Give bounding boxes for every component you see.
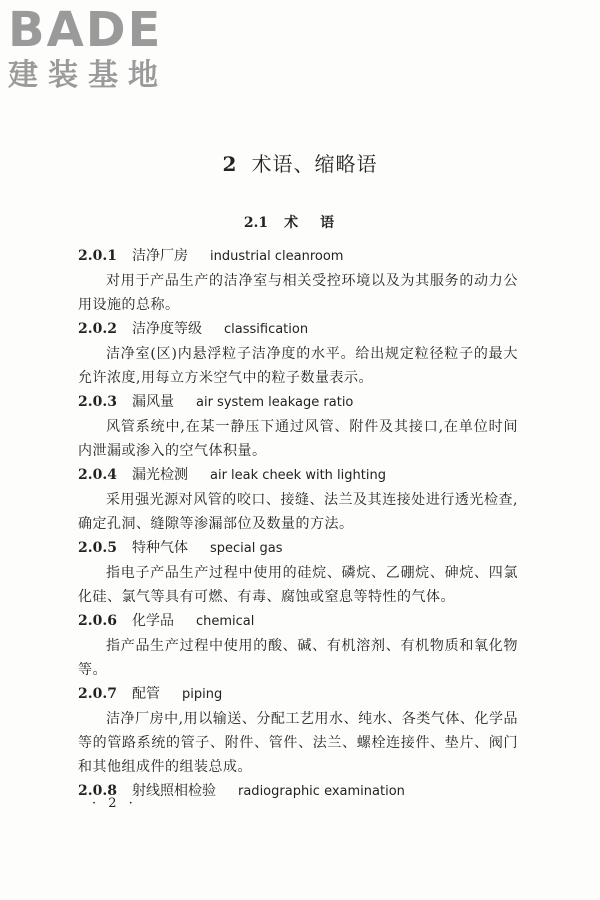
term-number: 2.0.5 — [78, 540, 117, 556]
term-number: 2.0.7 — [78, 686, 117, 702]
chapter-number: 2 — [222, 152, 238, 176]
term-heading — [78, 779, 518, 804]
watermark-logo — [8, 4, 178, 94]
term-definition: 风管系统中,在某一静压下通过风管、附件及其接口,在单位时间内泄漏或渗入的空气体积量。 — [78, 419, 518, 459]
term-number: 2.0.3 — [78, 394, 117, 410]
term-definition: 洁净厂房中,用以输送、分配工艺用水、纯水、各类气体、化学品等的管路系统的管子、附件、管件、法兰、螺栓连接件、垫片、阀门和其他组成件的组装总成。 — [78, 711, 518, 775]
term-heading — [78, 244, 518, 269]
logo-subtitle: 建装基地 — [8, 58, 168, 93]
term-definition: 指产品生产过程中使用的酸、碱、有机溶剂、有机物质和氧化物等。 — [78, 638, 518, 678]
term-heading — [78, 317, 518, 342]
term-english: radiographic examination — [238, 784, 405, 799]
term-chinese: 射线照相检验 — [132, 783, 216, 799]
logo-word-text: BADE — [8, 2, 163, 58]
term-chinese: 化学品 — [132, 613, 174, 629]
section-number: 2.1 — [243, 215, 269, 231]
term-number: 2.0.4 — [78, 467, 117, 483]
term-english: classification — [224, 322, 309, 337]
term-definition: 指电子产品生产过程中使用的硅烷、磷烷、乙硼烷、砷烷、四氯化硅、氯气等具有可燃、有毒、腐蚀或窒息等特性的气体。 — [78, 565, 518, 605]
term-number: 2.0.2 — [78, 321, 117, 337]
term-heading — [78, 463, 518, 488]
chapter-title-text: 术语、缩略语 — [251, 152, 378, 176]
term-heading — [78, 682, 518, 707]
term-english: air system leakage ratio — [196, 395, 354, 410]
term-chinese: 洁净度等级 — [132, 321, 202, 337]
term-english: air leak cheek with lighting — [210, 468, 386, 483]
term-definition: 洁净室(区)内悬浮粒子洁净度的水平。给出规定粒径粒子的最大允许浓度,用每立方米空气中的粒子数量表示。 — [78, 346, 518, 386]
term-english: special gas — [210, 541, 283, 556]
term-chinese: 漏光检测 — [132, 467, 188, 483]
term-definition: 对用于产品生产的洁净室与相关受控环境以及为其服务的动力公用设施的总称。 — [78, 273, 518, 313]
term-chinese: 特种气体 — [132, 540, 188, 556]
term-chinese: 配管 — [132, 686, 160, 702]
section-title-text: 术语 — [284, 215, 357, 231]
term-definition: 采用强光源对风管的咬口、接缝、法兰及其连接处进行透光检查,确定孔洞、缝隙等渗漏部位及数量的方法。 — [78, 492, 518, 532]
section-title — [0, 212, 600, 232]
term-heading — [78, 536, 518, 561]
term-chinese: 漏风量 — [132, 394, 174, 410]
term-number: 2.0.8 — [78, 783, 117, 799]
term-number: 2.0.1 — [78, 248, 117, 264]
page-number: · 2 · — [92, 796, 137, 811]
chapter-title — [0, 148, 600, 177]
logo-wordmark — [8, 4, 178, 56]
term-chinese: 洁净厂房 — [132, 248, 188, 264]
term-english: industrial cleanroom — [210, 249, 344, 264]
term-number: 2.0.6 — [78, 613, 117, 629]
term-english: piping — [182, 687, 223, 702]
term-heading — [78, 609, 518, 634]
term-heading — [78, 390, 518, 415]
term-english: chemical — [196, 614, 255, 629]
terms-list — [78, 244, 518, 804]
